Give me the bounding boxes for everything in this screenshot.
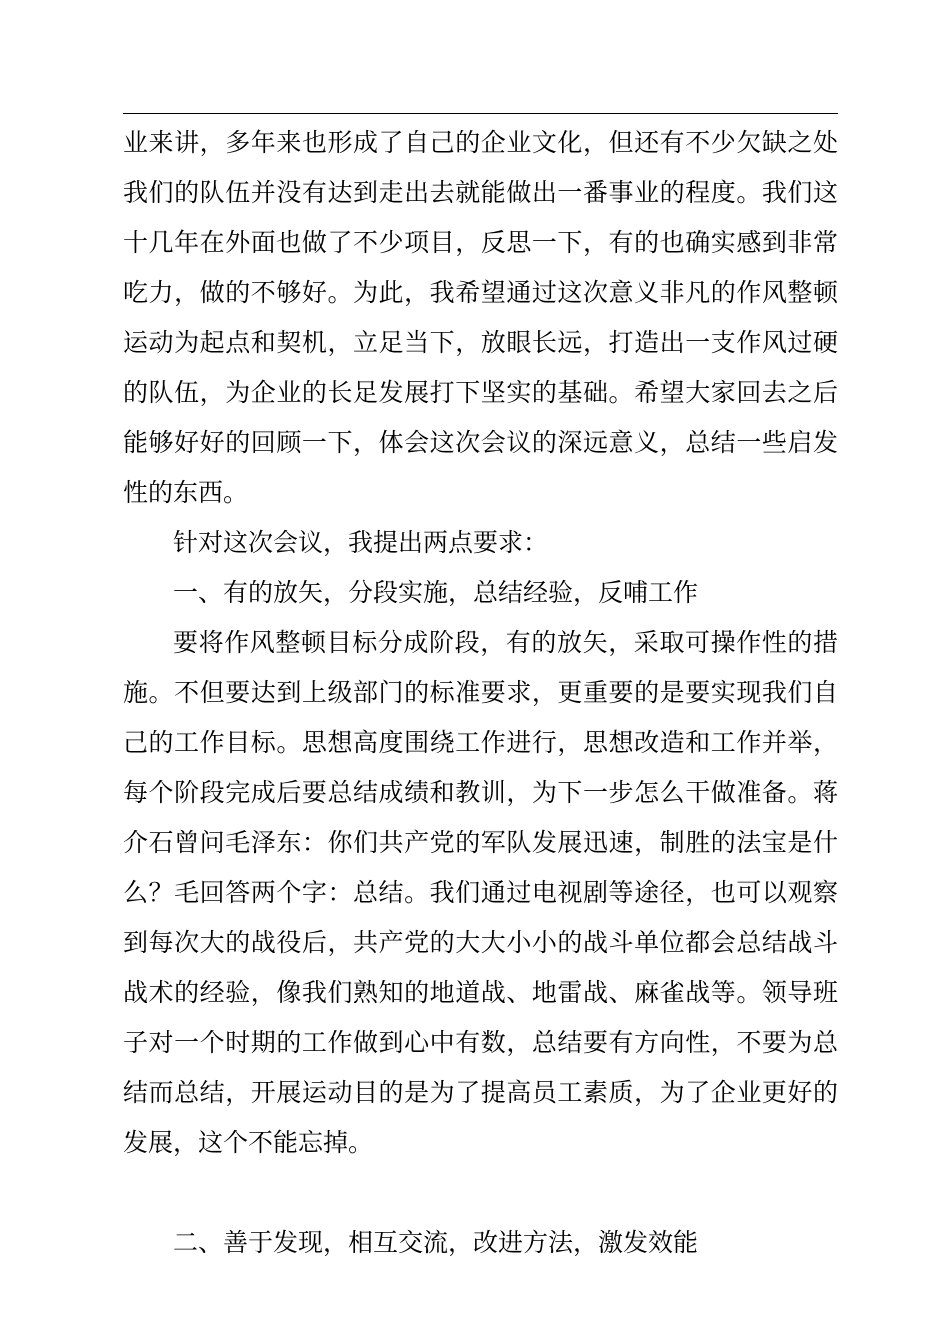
section-heading: 二、善于发现，相互交流，改进方法，激发效能: [173, 1228, 699, 1257]
text-line: 能够好好的回顾一下，体会这次会议的深远意义，总结一些启发: [123, 428, 838, 457]
text-line: 介石曾问毛泽东：你们共产党的军队发展迅速，制胜的法宝是什: [123, 828, 838, 857]
text-line: 发展，这个不能忘掉。: [123, 1128, 374, 1157]
text-line: 么？毛回答两个字：总结。我们通过电视剧等途径，也可以观察: [123, 878, 838, 907]
text-line: 战术的经验，像我们熟知的地道战、地雷战、麻雀战等。领导班: [123, 978, 838, 1007]
text-line: 施。不但要达到上级部门的标准要求，更重要的是要实现我们自: [123, 678, 838, 707]
text-line: 性的东西。: [123, 478, 249, 507]
text-line: 每个阶段完成后要总结成绩和教训，为下一步怎么干做准备。蒋: [123, 778, 838, 807]
text-line: 我们的队伍并没有达到走出去就能做出一番事业的程度。我们这: [123, 178, 838, 207]
text-line: 到每次大的战役后，共产党的大大小小的战斗单位都会总结战斗: [123, 928, 838, 957]
paragraph-start: 要将作风整顿目标分成阶段，有的放矢，采取可操作性的措: [173, 628, 838, 657]
section-heading: 一、有的放矢，分段实施，总结经验，反哺工作: [173, 578, 699, 607]
text-line: 吃力，做的不够好。为此，我希望通过这次意义非凡的作风整顿: [123, 278, 838, 307]
text-line: 十几年在外面也做了不少项目，反思一下，有的也确实感到非常: [123, 228, 838, 257]
text-line: 结而总结，开展运动目的是为了提高员工素质，为了企业更好的: [123, 1078, 838, 1107]
paragraph-gap: [123, 1168, 838, 1218]
paragraph-start: 针对这次会议，我提出两点要求：: [173, 528, 549, 557]
document-body: [123, 118, 838, 1268]
text-line: 运动为起点和契机，立足当下，放眼长远，打造出一支作风过硬: [123, 328, 838, 357]
text-line: 己的工作目标。思想高度围绕工作进行，思想改造和工作并举，: [123, 728, 838, 757]
text-line: 的队伍，为企业的长足发展打下坚实的基础。希望大家回去之后: [123, 378, 838, 407]
header-rule: [123, 113, 838, 114]
text-line: 子对一个时期的工作做到心中有数，总结要有方向性，不要为总: [123, 1028, 838, 1057]
text-line: 业来讲，多年来也形成了自己的企业文化，但还有不少欠缺之处: [123, 128, 838, 157]
